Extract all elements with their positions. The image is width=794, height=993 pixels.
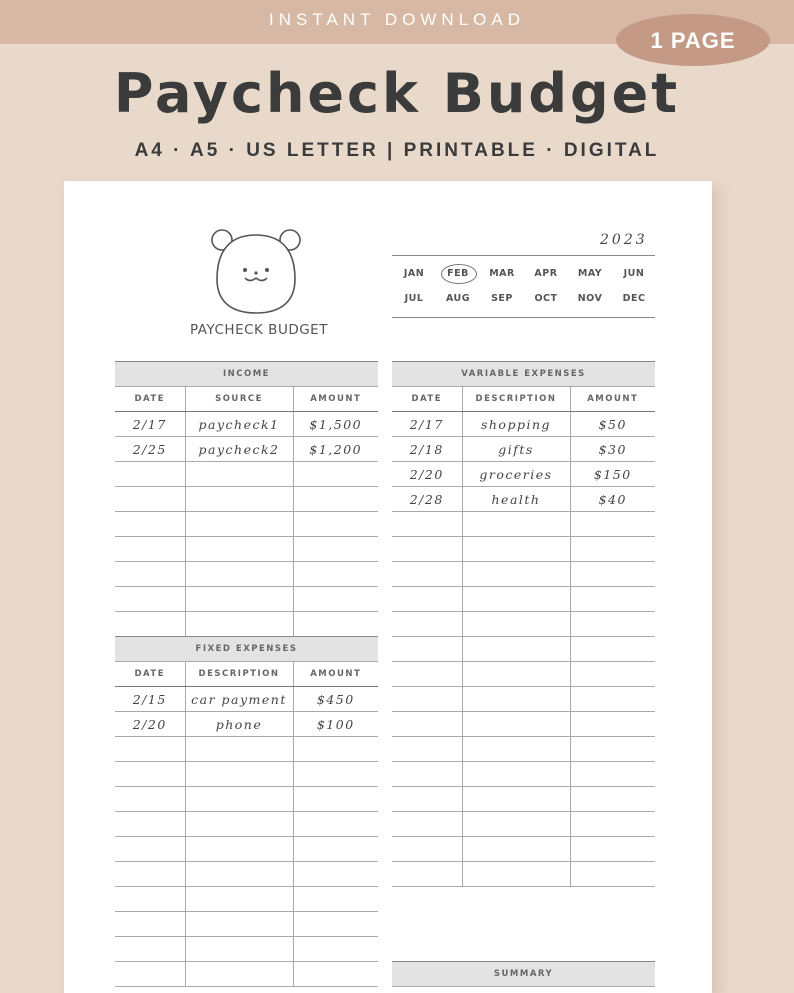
table-cell[interactable] [185, 512, 293, 537]
table-cell[interactable]: phone [185, 712, 293, 737]
table-row [115, 462, 378, 487]
table-row [115, 687, 378, 712]
table-cell[interactable] [392, 637, 462, 662]
table-cell[interactable] [570, 737, 655, 762]
table-cell[interactable] [462, 712, 570, 737]
table-row [392, 512, 655, 537]
table-cell[interactable]: paycheck1 [185, 412, 293, 437]
table-cell[interactable] [115, 512, 185, 537]
fixed-expenses-title: FIXED EXPENSES [115, 637, 378, 662]
table-cell[interactable] [462, 862, 570, 887]
variable-expenses-table [392, 361, 655, 887]
table-row [392, 537, 655, 562]
table-cell[interactable] [115, 787, 185, 812]
table-cell[interactable] [293, 937, 378, 962]
table-row [392, 737, 655, 762]
table-cell[interactable] [462, 662, 570, 687]
table-cell[interactable]: $450 [293, 687, 378, 712]
table-cell[interactable]: $1,500 [293, 412, 378, 437]
table-cell[interactable]: 2/28 [392, 487, 462, 512]
table-row [115, 537, 378, 562]
summary-title: SUMMARY [392, 962, 655, 987]
table-cell[interactable] [293, 862, 378, 887]
table-cell[interactable] [392, 812, 462, 837]
table-cell[interactable] [570, 512, 655, 537]
page-count-badge: 1 PAGE [616, 14, 770, 66]
table-cell[interactable] [570, 837, 655, 862]
product-title: Paycheck Budget [113, 62, 681, 125]
table-cell[interactable] [115, 462, 185, 487]
table-cell[interactable] [185, 912, 293, 937]
divider [392, 317, 655, 318]
month-oct[interactable]: OCT [534, 293, 558, 304]
table-cell[interactable] [293, 912, 378, 937]
table-cell[interactable] [115, 812, 185, 837]
table-cell[interactable] [462, 787, 570, 812]
table-cell[interactable] [185, 962, 293, 987]
table-cell[interactable] [293, 962, 378, 987]
table-cell[interactable] [570, 662, 655, 687]
bear-icon [209, 227, 303, 319]
format-subtitle: A4 · A5 · US LETTER | PRINTABLE · DIGITAL [134, 140, 660, 161]
table-cell[interactable] [392, 662, 462, 687]
table-cell[interactable]: $30 [570, 437, 655, 462]
table-cell[interactable]: $40 [570, 487, 655, 512]
table-cell[interactable] [462, 687, 570, 712]
table-cell[interactable] [115, 887, 185, 912]
table-cell[interactable] [392, 787, 462, 812]
table-cell[interactable] [115, 562, 185, 587]
table-cell[interactable] [293, 487, 378, 512]
table-cell[interactable] [570, 787, 655, 812]
table-cell[interactable] [392, 687, 462, 712]
table-cell[interactable]: gifts [462, 437, 570, 462]
month-jun[interactable]: JUN [623, 268, 645, 279]
table-cell[interactable] [115, 612, 185, 637]
table-row [115, 437, 378, 462]
table-row [392, 437, 655, 462]
column-header: AMOUNT [293, 662, 378, 687]
table-cell[interactable] [462, 512, 570, 537]
column-header: AMOUNT [293, 387, 378, 412]
column-header: AMOUNT [570, 387, 655, 412]
table-row [392, 687, 655, 712]
table-row [392, 612, 655, 637]
table-cell[interactable] [462, 737, 570, 762]
table-cell[interactable] [115, 587, 185, 612]
table-cell[interactable] [462, 637, 570, 662]
table-cell[interactable] [462, 562, 570, 587]
table-cell[interactable] [185, 862, 293, 887]
table-row [115, 762, 378, 787]
table-row [115, 962, 378, 987]
table-row [392, 412, 655, 437]
table-cell[interactable] [293, 812, 378, 837]
table-cell[interactable] [115, 737, 185, 762]
column-header: DATE [115, 387, 185, 412]
table-row [115, 912, 378, 937]
column-header: DESCRIPTION [462, 387, 570, 412]
table-cell[interactable]: groceries [462, 462, 570, 487]
table-row [115, 787, 378, 812]
table-cell[interactable] [115, 912, 185, 937]
table-cell[interactable] [293, 737, 378, 762]
table-cell[interactable] [185, 462, 293, 487]
table-cell[interactable] [115, 862, 185, 887]
income-title: INCOME [115, 362, 378, 387]
table-cell[interactable] [462, 812, 570, 837]
table-cell[interactable] [392, 512, 462, 537]
table-cell[interactable]: paycheck2 [185, 437, 293, 462]
table-cell[interactable] [115, 962, 185, 987]
table-cell[interactable] [570, 562, 655, 587]
table-cell[interactable] [570, 762, 655, 787]
table-cell[interactable] [185, 587, 293, 612]
table-cell[interactable]: $150 [570, 462, 655, 487]
table-cell[interactable] [462, 612, 570, 637]
table-cell[interactable] [462, 587, 570, 612]
table-row [115, 512, 378, 537]
table-cell[interactable] [185, 537, 293, 562]
table-cell[interactable] [392, 712, 462, 737]
table-cell[interactable] [185, 562, 293, 587]
table-cell[interactable] [185, 787, 293, 812]
table-cell[interactable] [115, 762, 185, 787]
table-cell[interactable] [115, 837, 185, 862]
table-cell[interactable] [185, 762, 293, 787]
month-jan[interactable]: JAN [403, 268, 425, 279]
table-cell[interactable] [392, 862, 462, 887]
table-cell[interactable] [570, 862, 655, 887]
table-cell[interactable]: $100 [293, 712, 378, 737]
table-row [115, 562, 378, 587]
column-header: DESCRIPTION [185, 662, 293, 687]
table-row [392, 487, 655, 512]
summary-table [392, 961, 655, 987]
table-row [392, 712, 655, 737]
table-row [392, 837, 655, 862]
table-cell[interactable] [392, 587, 462, 612]
income-table [115, 361, 378, 637]
table-cell[interactable] [293, 587, 378, 612]
fixed-expenses-table [115, 636, 378, 987]
table-cell[interactable] [293, 837, 378, 862]
table-cell[interactable]: car payment [185, 687, 293, 712]
table-cell[interactable]: 2/18 [392, 437, 462, 462]
table-row [115, 712, 378, 737]
month-sep[interactable]: SEP [491, 293, 513, 304]
table-row [392, 812, 655, 837]
table-cell[interactable]: 2/15 [115, 687, 185, 712]
table-cell[interactable] [185, 937, 293, 962]
table-cell[interactable] [293, 612, 378, 637]
planner-page [64, 181, 712, 993]
table-cell[interactable]: shopping [462, 412, 570, 437]
month-aug[interactable]: AUG [445, 293, 471, 304]
table-cell[interactable]: 2/17 [115, 412, 185, 437]
column-header: DATE [115, 662, 185, 687]
table-cell[interactable] [570, 637, 655, 662]
table-cell[interactable] [185, 487, 293, 512]
table-cell[interactable] [293, 512, 378, 537]
table-row [392, 462, 655, 487]
table-row [115, 862, 378, 887]
page-label: PAYCHECK BUDGET [190, 322, 328, 338]
table-cell[interactable] [570, 587, 655, 612]
table-row [392, 587, 655, 612]
year: 2023 [600, 232, 648, 248]
table-cell[interactable] [185, 812, 293, 837]
divider [392, 255, 655, 256]
table-cell[interactable] [462, 537, 570, 562]
table-cell[interactable] [392, 537, 462, 562]
table-row [115, 887, 378, 912]
table-cell[interactable] [392, 737, 462, 762]
table-cell[interactable]: 2/20 [115, 712, 185, 737]
column-header: DATE [392, 387, 462, 412]
table-cell[interactable] [185, 737, 293, 762]
table-cell[interactable] [392, 762, 462, 787]
table-cell[interactable] [115, 537, 185, 562]
table-cell[interactable]: $50 [570, 412, 655, 437]
table-cell[interactable] [392, 562, 462, 587]
table-cell[interactable] [462, 837, 570, 862]
table-cell[interactable] [293, 887, 378, 912]
table-cell[interactable] [570, 612, 655, 637]
table-row [115, 412, 378, 437]
table-cell[interactable] [293, 762, 378, 787]
table-cell[interactable] [293, 787, 378, 812]
month-apr[interactable]: APR [534, 268, 558, 279]
instant-download-text: INSTANT DOWNLOAD [269, 10, 525, 29]
table-row [115, 587, 378, 612]
month-dec[interactable]: DEC [622, 293, 646, 304]
table-cell[interactable] [293, 562, 378, 587]
table-cell[interactable] [185, 612, 293, 637]
month-mar[interactable]: MAR [489, 268, 515, 279]
table-cell[interactable] [462, 762, 570, 787]
table-cell[interactable] [570, 812, 655, 837]
table-row [392, 662, 655, 687]
month-feb[interactable]: FEB [447, 268, 469, 279]
table-row [392, 562, 655, 587]
table-cell[interactable] [392, 612, 462, 637]
table-cell[interactable] [293, 462, 378, 487]
table-cell[interactable] [115, 487, 185, 512]
column-header: SOURCE [185, 387, 293, 412]
month-nov[interactable]: NOV [577, 293, 603, 304]
table-cell[interactable] [570, 687, 655, 712]
table-row [115, 487, 378, 512]
table-cell[interactable]: 2/25 [115, 437, 185, 462]
table-row [115, 837, 378, 862]
table-row [115, 612, 378, 637]
table-cell[interactable] [293, 537, 378, 562]
table-cell[interactable] [115, 937, 185, 962]
table-cell[interactable]: 2/17 [392, 412, 462, 437]
table-row [392, 787, 655, 812]
table-row [392, 637, 655, 662]
table-row [115, 737, 378, 762]
table-cell[interactable] [185, 837, 293, 862]
table-row [115, 812, 378, 837]
table-cell[interactable] [392, 837, 462, 862]
table-cell[interactable]: health [462, 487, 570, 512]
table-cell[interactable] [570, 537, 655, 562]
table-cell[interactable] [570, 712, 655, 737]
month-jul[interactable]: JUL [404, 293, 424, 304]
table-row [392, 862, 655, 887]
variable-expenses-title: VARIABLE EXPENSES [392, 362, 655, 387]
month-may[interactable]: MAY [577, 268, 603, 279]
table-row [392, 762, 655, 787]
table-cell[interactable]: 2/20 [392, 462, 462, 487]
table-cell[interactable] [185, 887, 293, 912]
table-row [115, 937, 378, 962]
table-cell[interactable]: $1,200 [293, 437, 378, 462]
